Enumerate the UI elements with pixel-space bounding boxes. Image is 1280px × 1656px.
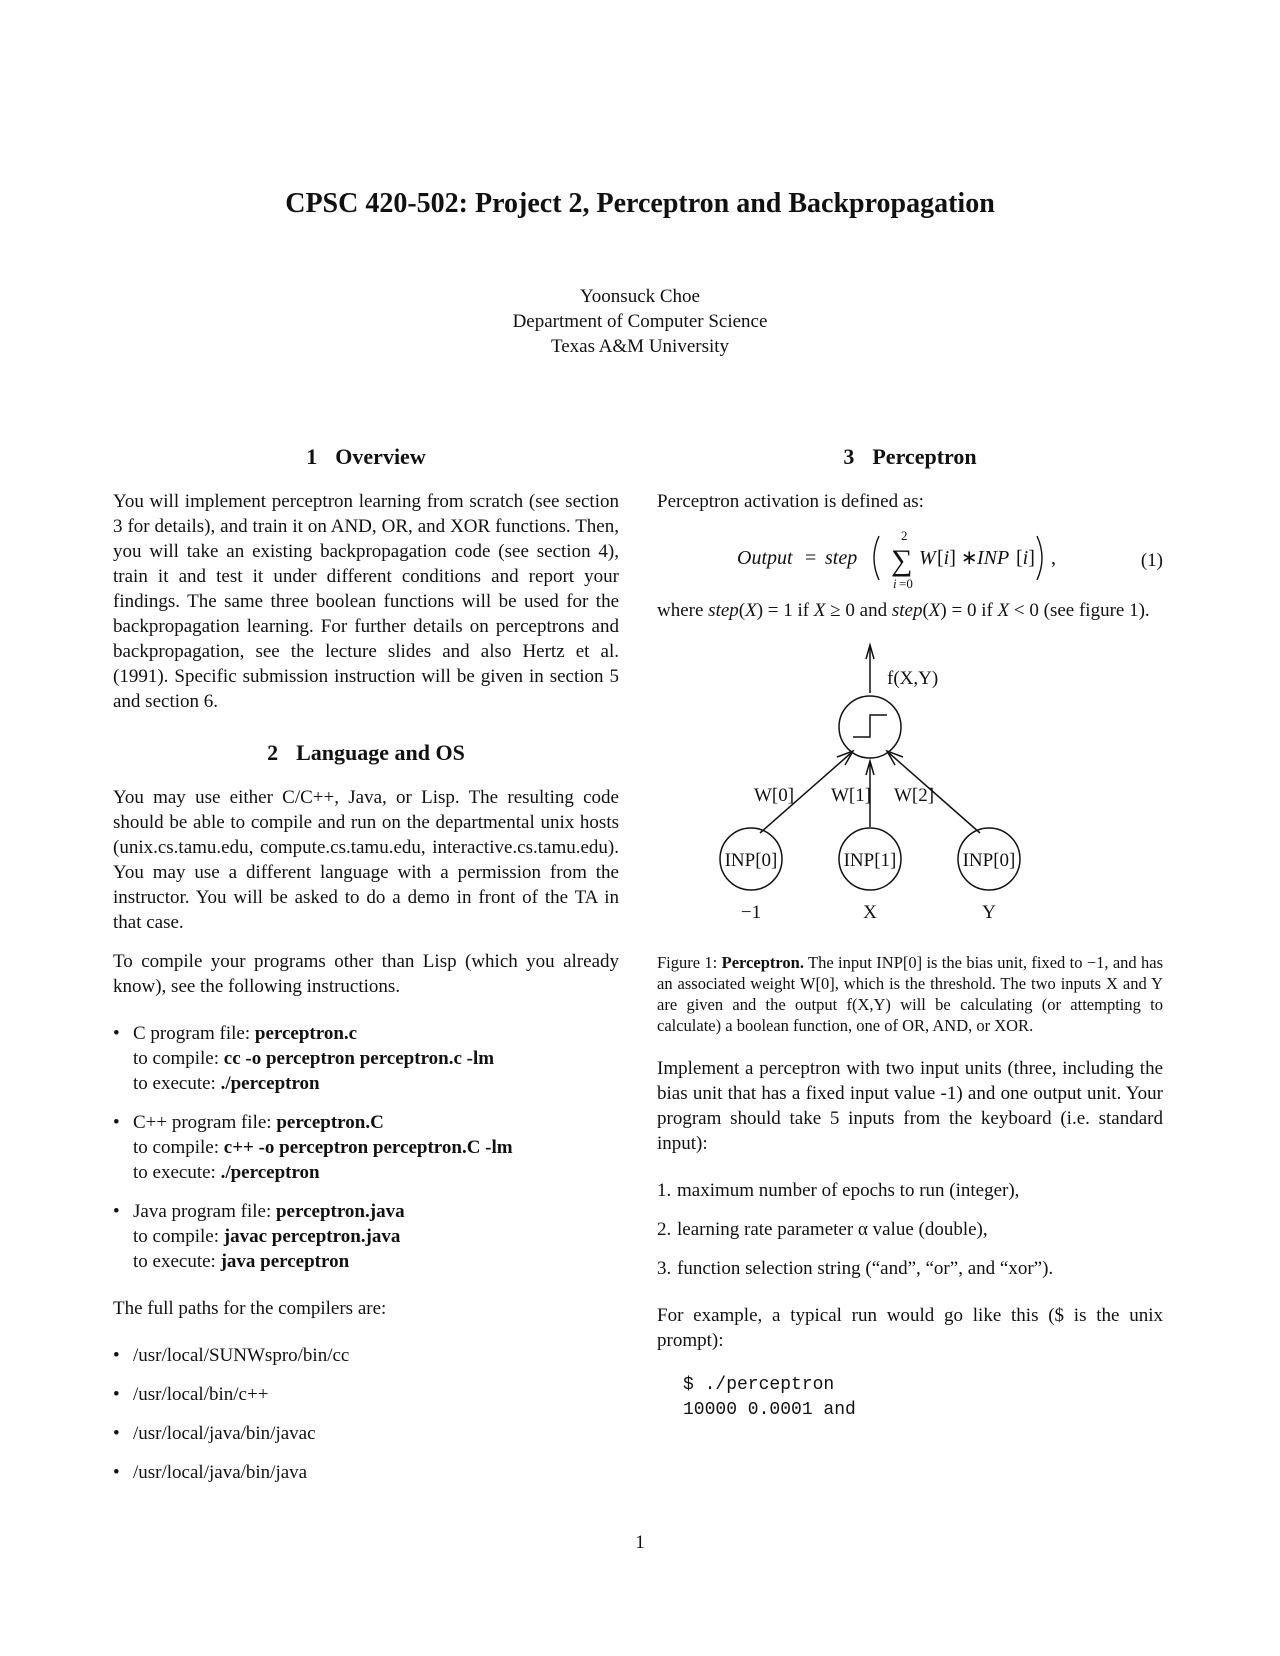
input-value: Y xyxy=(982,902,996,923)
compile-intro-paragraph: To compile your programs other than Lisp (which you already know), see the following instructions. xyxy=(113,951,619,997)
input-value: X xyxy=(863,902,877,923)
perceptron-figure xyxy=(657,641,1163,931)
author-department: Department of Computer Science xyxy=(512,311,768,332)
paper-title: CPSC 420-502: Project 2, Perceptron and Backpropagation xyxy=(285,188,995,219)
list-item: • /usr/local/java/bin/java xyxy=(133,1460,619,1485)
author-name: Yoonsuck Choe xyxy=(579,286,700,307)
figure-caption: Figure 1: Perceptron. The input INP[0] is the bias unit, fixed to −1, and has an associated weight W[0], which is the threshold. The two inputs X and Y are given and the output f(X,Y) will be calculating (or attempting to calculate) a boolean function, one of OR, AND, or XOR. xyxy=(657,953,1164,1035)
list-item: 3. function selection string (“and”, “or”, and “xor”). xyxy=(657,1258,1054,1279)
output-label: f(X,Y) xyxy=(887,668,939,689)
program-list xyxy=(113,1021,619,1274)
left-column xyxy=(113,444,619,1499)
svg-text:∑: ∑ xyxy=(891,544,913,577)
code-line: $ ./perceptron xyxy=(683,1375,835,1395)
list-item: • /usr/local/bin/c++ xyxy=(133,1382,619,1407)
right-column xyxy=(657,444,1163,1423)
language-paragraph: You may use either C/C++, Java, or Lisp. The resulting code should be able to compile and run on the departmental unix hosts (unix.cs.tamu.edu, compute.cs.tamu.edu, interactive.cs.tamu.edu). You may use a different language with a permission from the instructor. You will be asked to do a demo in front of the TA in that case. xyxy=(113,787,619,933)
section-heading-perceptron: 3 Perceptron xyxy=(843,444,977,469)
input-node-label: INP[1] xyxy=(843,850,897,871)
code-line: 10000 0.0001 and xyxy=(683,1400,856,1420)
perceptron-intro: Perceptron activation is defined as: xyxy=(657,491,924,512)
weight-label: W[2] xyxy=(894,785,935,806)
list-item: • /usr/local/SUNWspro/bin/cc xyxy=(133,1343,619,1368)
list-item: • Java program file: perceptron.java to compile: javac perceptron.java to execute: java perceptron xyxy=(133,1199,619,1274)
implement-paragraph: Implement a perceptron with two input units (three, including the bias unit that has a fixed input value -1) and one output unit. Your program should take 5 inputs from the keyboard (i.e. standard input): xyxy=(657,1058,1163,1154)
svg-text:2: 2 xyxy=(901,528,908,543)
svg-text:W: W xyxy=(919,547,936,569)
input-node-label: INP[0] xyxy=(724,850,778,871)
compiler-path-list xyxy=(113,1343,619,1485)
svg-text:step: step xyxy=(825,547,858,569)
section-heading-overview: 1 Overview xyxy=(306,444,426,469)
equation-formula xyxy=(707,514,1147,598)
input-node-label: INP[0] xyxy=(962,850,1016,871)
weight-label: W[1] xyxy=(831,785,872,806)
list-item: • /usr/local/java/bin/javac xyxy=(133,1421,619,1446)
author-university: Texas A&M University xyxy=(550,336,730,357)
author-block xyxy=(0,284,1280,359)
step-definition: where step(X) = 1 if X ≥ 0 and step(X) = 0 if X < 0 (see figure 1). xyxy=(657,600,1150,621)
section-heading-language: 2 Language and OS xyxy=(267,740,465,765)
svg-text:=: = xyxy=(805,547,817,569)
overview-paragraph: You will implement perceptron learning from scratch (see section 3 for details), and train it on AND, OR, and XOR functions. Then, you will take an existing backpropagation code (see section 4), train it and test it under different conditions and report your findings. The same three boolean functions will be used for the backpropagation learning. For further details on perceptrons and backpropagation, see the lecture slides and also Hertz et al. (1991). Specific submission instruction will be given in section 5 and section 6. xyxy=(113,491,619,712)
list-item: 1. maximum number of epochs to run (integer), xyxy=(657,1180,1020,1201)
list-item: • C program file: perceptron.c to compile: cc -o perceptron perceptron.c -lm to execute: ./perceptron xyxy=(133,1021,619,1096)
input-list xyxy=(657,1178,1163,1281)
example-paragraph: For example, a typical run would go like this ($ is the unix prompt): xyxy=(657,1305,1163,1351)
weight-label: W[0] xyxy=(754,785,795,806)
page-number: 1 xyxy=(635,1532,645,1553)
equation-number: (1) xyxy=(1140,550,1163,571)
svg-text:=0: =0 xyxy=(899,576,913,591)
input-value: −1 xyxy=(740,902,762,923)
list-item: 2. learning rate parameter α value (double), xyxy=(657,1219,988,1240)
svg-text:[i] ∗: [i] ∗ xyxy=(937,547,978,569)
equation-1 xyxy=(657,514,1163,598)
svg-text:INP: INP xyxy=(977,547,1010,569)
svg-text:Output: Output xyxy=(737,547,793,569)
svg-text:,: , xyxy=(1051,547,1056,569)
svg-text:i: i xyxy=(893,576,897,591)
svg-text:[i]: [i] xyxy=(1016,547,1035,569)
list-item: • C++ program file: perceptron.C to compile: c++ -o perceptron perceptron.C -lm to execute: ./perceptron xyxy=(133,1110,619,1185)
paths-intro-paragraph: The full paths for the compilers are: xyxy=(113,1298,387,1319)
